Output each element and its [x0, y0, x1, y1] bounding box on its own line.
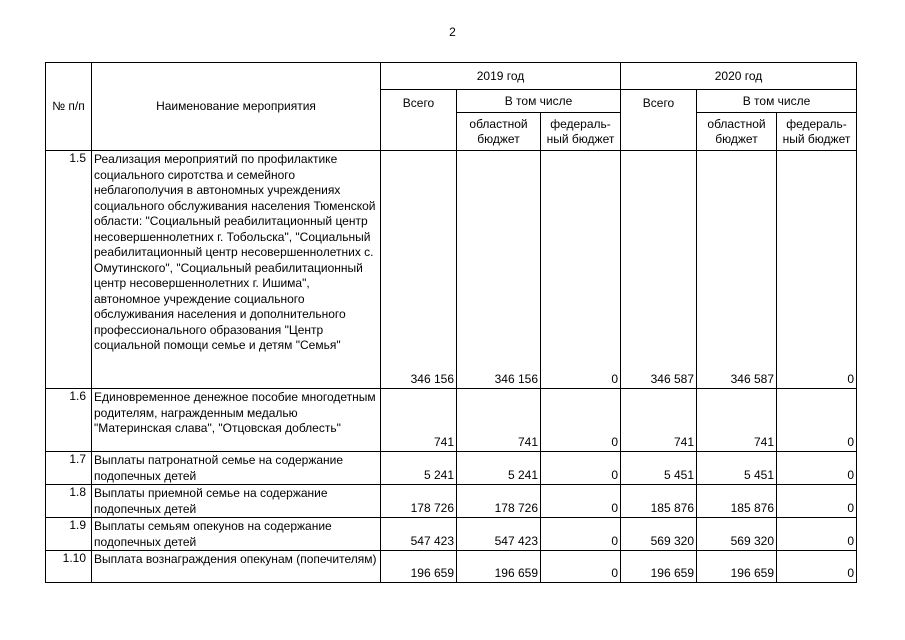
cell-2020-total: 185 876 — [621, 485, 697, 518]
cell-2019-total: 196 659 — [381, 551, 457, 583]
row-number: 1.9 — [46, 518, 92, 551]
cell-2019-total: 178 726 — [381, 485, 457, 518]
row-number: 1.5 — [46, 151, 92, 389]
table-row — [46, 518, 857, 551]
row-name: Выплаты приемной семье на содержание подопечных детей — [92, 485, 381, 518]
row-name: Выплаты патронатной семье на содержание подопечных детей — [92, 452, 381, 485]
table-row — [46, 452, 857, 485]
cell-2019-total: 5 241 — [381, 452, 457, 485]
row-name: Реализация мероприятий по профилактике социального сиротства и семейного неблагополучия в автономных учреждениях социального обслуживания населения Тюменской области: "Социальный реабилитационный центр несовершеннолетних г. Тобольска", "Социальный реабилитационный центр несовершеннолетних с. Омутинского", "Социальный реабилитационный центр несовершеннолетних г. Ишима", автономное учреждение социального обслуживания населения и дополнительного профессионального образования "Центр социальной помощи семье и детям "Семья" — [92, 151, 381, 389]
cell-2019-federal: 0 — [541, 389, 621, 452]
cell-2020-federal: 0 — [777, 151, 857, 389]
row-number: 1.7 — [46, 452, 92, 485]
page-number: 2 — [449, 25, 456, 39]
header-2020-federal: федераль-ный бюджет — [777, 113, 857, 151]
cell-2020-total: 741 — [621, 389, 697, 452]
row-name: Выплата вознаграждения опекунам (попечителям) — [92, 551, 381, 583]
cell-2019-regional: 178 726 — [457, 485, 541, 518]
header-2020-total: Всего — [621, 90, 697, 151]
row-name: Выплаты семьям опекунов на содержание подопечных детей — [92, 518, 381, 551]
cell-2019-federal: 0 — [541, 151, 621, 389]
header-name: Наименование мероприятия — [92, 63, 381, 151]
cell-2019-federal: 0 — [541, 551, 621, 583]
cell-2020-total: 196 659 — [621, 551, 697, 583]
header-2019-including: В том числе — [457, 90, 621, 113]
table-row — [46, 389, 857, 452]
cell-2019-total: 547 423 — [381, 518, 457, 551]
cell-2020-regional: 346 587 — [697, 151, 777, 389]
cell-2019-regional: 346 156 — [457, 151, 541, 389]
header-year-2019: 2019 год — [381, 63, 621, 90]
cell-2020-federal: 0 — [777, 485, 857, 518]
cell-2020-regional: 741 — [697, 389, 777, 452]
cell-2019-federal: 0 — [541, 452, 621, 485]
cell-2020-federal: 0 — [777, 518, 857, 551]
cell-2020-regional: 569 320 — [697, 518, 777, 551]
cell-2019-federal: 0 — [541, 485, 621, 518]
cell-2020-regional: 185 876 — [697, 485, 777, 518]
budget-table — [45, 62, 857, 583]
cell-2020-regional: 196 659 — [697, 551, 777, 583]
cell-2019-regional: 547 423 — [457, 518, 541, 551]
cell-2019-regional: 5 241 — [457, 452, 541, 485]
header-2019-regional: областной бюджет — [457, 113, 541, 151]
table-row — [46, 551, 857, 583]
header-year-2020: 2020 год — [621, 63, 857, 90]
table-row — [46, 151, 857, 389]
header-number: № п/п — [46, 63, 92, 151]
row-number: 1.8 — [46, 485, 92, 518]
table-row — [46, 485, 857, 518]
row-number: 1.6 — [46, 389, 92, 452]
row-number: 1.10 — [46, 551, 92, 583]
cell-2019-total: 346 156 — [381, 151, 457, 389]
cell-2020-total: 5 451 — [621, 452, 697, 485]
header-2020-regional: областной бюджет — [697, 113, 777, 151]
header-2019-total: Всего — [381, 90, 457, 151]
header-2020-including: В том числе — [697, 90, 857, 113]
header-2019-federal: федераль-ный бюджет — [541, 113, 621, 151]
row-name: Единовременное денежное пособие многодетным родителям, награжденным медалью "Материнская слава", "Отцовская доблесть" — [92, 389, 381, 452]
cell-2020-federal: 0 — [777, 389, 857, 452]
cell-2019-federal: 0 — [541, 518, 621, 551]
cell-2019-regional: 196 659 — [457, 551, 541, 583]
cell-2020-total: 569 320 — [621, 518, 697, 551]
cell-2019-total: 741 — [381, 389, 457, 452]
cell-2020-regional: 5 451 — [697, 452, 777, 485]
cell-2020-total: 346 587 — [621, 151, 697, 389]
cell-2020-federal: 0 — [777, 551, 857, 583]
cell-2019-regional: 741 — [457, 389, 541, 452]
cell-2020-federal: 0 — [777, 452, 857, 485]
